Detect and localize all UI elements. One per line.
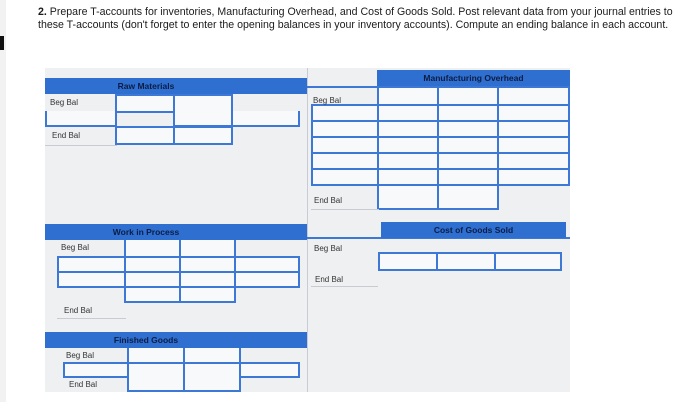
mo-row6-debit-input[interactable] <box>377 168 439 186</box>
manufacturing-overhead-end-label: End Bal <box>314 196 343 205</box>
cost-of-goods-sold-beg-label: Beg Bal <box>314 244 343 253</box>
fg-end-debit-input[interactable] <box>127 376 185 392</box>
cost-of-goods-sold-title: Cost of Goods Sold <box>433 225 514 235</box>
mo-row1-debit-input[interactable] <box>377 86 439 106</box>
mo-row1-extra-input[interactable] <box>497 86 570 106</box>
question-number: 2. <box>38 6 47 18</box>
left-margin <box>0 0 6 402</box>
raw-materials-row1-extra-input[interactable] <box>231 111 300 127</box>
cogs-end-underline <box>311 286 378 287</box>
raw-materials-title: Raw Materials <box>117 81 175 91</box>
mo-end-underline <box>311 209 379 210</box>
wip-row1-debit-input[interactable] <box>124 238 181 258</box>
mo-row6-credit-input[interactable] <box>437 168 499 186</box>
cursor-marker <box>0 36 4 50</box>
raw-materials-row1-credit-input[interactable] <box>173 111 233 127</box>
raw-materials-header <box>45 78 307 94</box>
work-in-process-header <box>45 224 307 240</box>
work-in-process-end-label: End Bal <box>64 306 93 315</box>
raw-materials-end-underline <box>45 145 117 146</box>
manufacturing-overhead-header <box>377 70 570 86</box>
raw-materials-end-credit-input[interactable] <box>173 126 233 145</box>
instructions <box>38 6 698 31</box>
wip-end-underline <box>57 318 126 319</box>
manufacturing-overhead-beg-label: Beg Bal <box>313 96 342 105</box>
fg-end-credit-input[interactable] <box>183 376 241 392</box>
wip-row4-credit-input[interactable] <box>179 286 236 303</box>
fg-row2-extra-input[interactable] <box>239 362 300 378</box>
raw-materials-row1-debit-input[interactable] <box>45 111 117 127</box>
work-in-process-beg-label: Beg Bal <box>61 243 90 252</box>
wip-row4-debit-input[interactable] <box>124 286 181 303</box>
wip-row3-extra-input[interactable] <box>234 271 300 288</box>
raw-materials-beg-label: Beg Bal <box>50 98 79 107</box>
raw-materials-end-label: End Bal <box>52 131 81 140</box>
manufacturing-overhead-title: Manufacturing Overhead <box>423 73 524 83</box>
wip-row3-left-input[interactable] <box>57 271 126 288</box>
column-divider <box>307 68 308 392</box>
raw-materials-end-debit-input[interactable] <box>115 126 175 145</box>
cost-of-goods-sold-header <box>381 222 566 238</box>
fg-row2-left-input[interactable] <box>63 362 129 378</box>
finished-goods-beg-label: Beg Bal <box>66 351 95 360</box>
cogs-row1-debit-input[interactable] <box>378 252 438 271</box>
mo-row6-left-input[interactable] <box>311 168 379 186</box>
cogs-row1-credit-input[interactable] <box>436 252 496 271</box>
question-text: Prepare T-accounts for inventories, Manufacturing Overhead, and Cost of Goods Sold. Post relevant data from your journal entries to these T-accounts (don't forget to enter the opening balances in your inventory accounts). Compute an ending balance in each account. <box>38 6 673 31</box>
finished-goods-title: Finished Goods <box>113 335 179 345</box>
work-in-process-title: Work in Process <box>112 227 180 237</box>
wip-row1-credit-input[interactable] <box>179 238 236 258</box>
mo-end-credit-input[interactable] <box>437 186 499 210</box>
mo-end-debit-input[interactable] <box>377 186 439 210</box>
mo-row1-credit-input[interactable] <box>437 86 499 106</box>
finished-goods-end-label: End Bal <box>69 380 98 389</box>
mo-row6-extra-input[interactable] <box>497 168 570 186</box>
cogs-row1-extra-input[interactable] <box>494 252 562 271</box>
finished-goods-header <box>45 332 307 348</box>
cost-of-goods-sold-end-label: End Bal <box>315 275 344 284</box>
